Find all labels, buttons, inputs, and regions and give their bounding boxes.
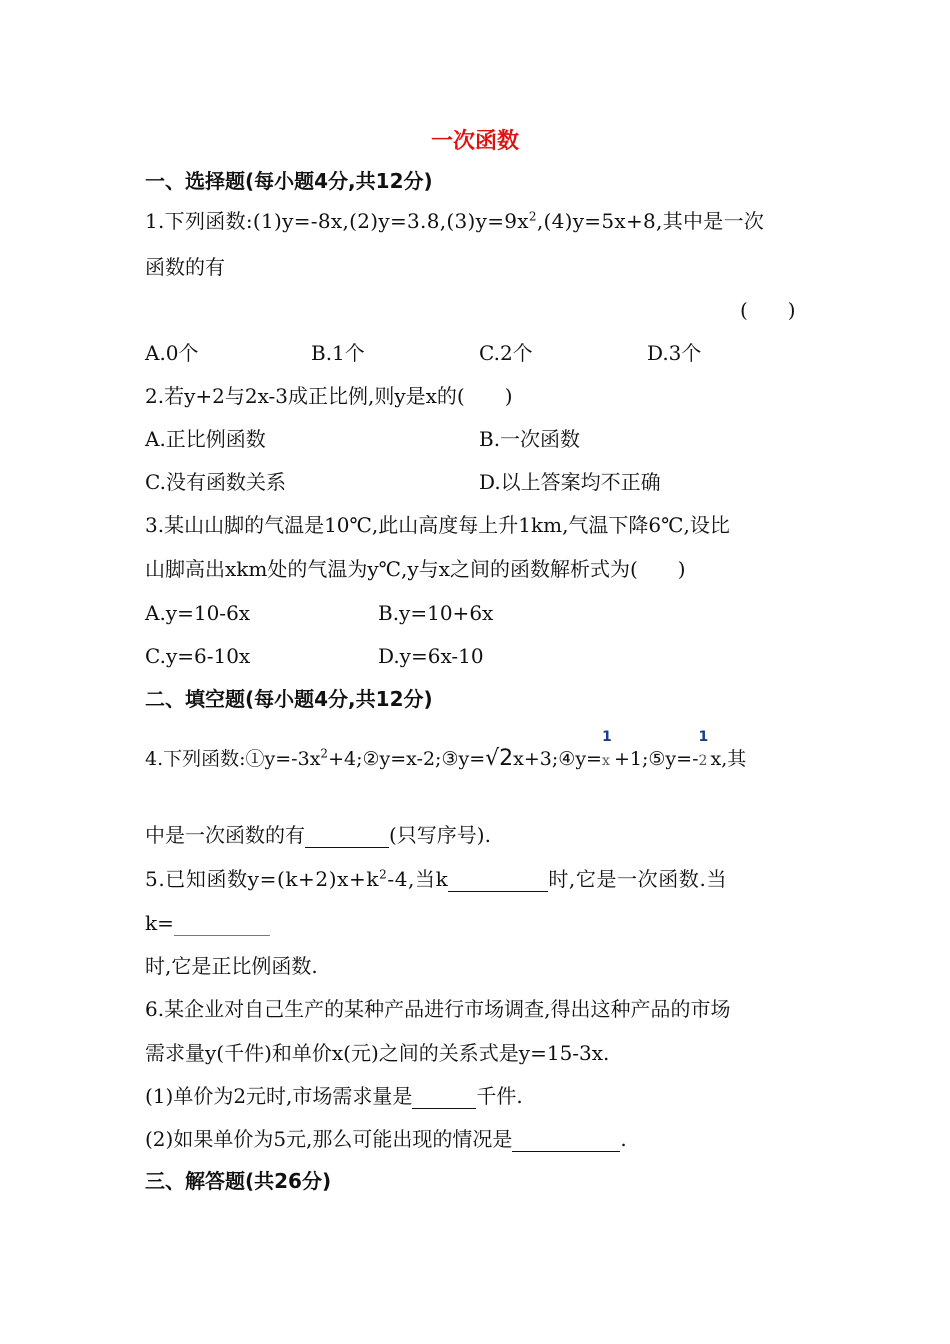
option-c[interactable]: C.2个	[479, 341, 533, 365]
question-6-sub-2: (2)如果单价为5元,那么可能出现的情况是 .	[145, 1127, 627, 1151]
option-d[interactable]: D.3个	[647, 341, 702, 365]
page-title: 一次函数	[430, 129, 519, 154]
question-1-line-2: 函数的有	[145, 255, 225, 279]
option-d[interactable]: D.以上答案均不正确	[479, 470, 661, 494]
option-d[interactable]: D.y=6x-10	[378, 644, 484, 668]
fraction-one-over-x: 1 x	[601, 729, 612, 769]
question-5-line-3: 时,它是正比例函数.	[145, 954, 318, 978]
question-5-line-2: k=	[145, 910, 270, 936]
question-5-line-1: 5.已知函数$y=(k+2)x+k^2-4$,当k 时,它是一次函数.当	[145, 867, 728, 891]
question-6-sub-1: (1)单价为2元时,市场需求量是 千件.	[145, 1084, 523, 1108]
option-a[interactable]: A.0个	[145, 341, 199, 365]
option-c[interactable]: C.没有函数关系	[145, 470, 286, 494]
sqrt-two: √2	[485, 746, 514, 771]
section-2-heading: 二、填空题(每小题4分,共12分)	[145, 687, 433, 711]
question-3-line-2: 山脚高出xkm处的气温为y℃,y与x之间的函数解析式为( )	[145, 557, 686, 581]
option-c[interactable]: C.y=6-10x	[145, 644, 251, 668]
fraction-one-half: 1 2	[698, 729, 709, 769]
answer-bracket: ( )	[740, 298, 796, 322]
question-1-line-1: 1.下列函数$:(1)y=-8x,(2)y=3.8,(3)y=9x^2,(4)y=5x+8$,其中是一次	[145, 209, 765, 233]
question-2: 2.若y+2与2x-3成正比例,则y是x的( )	[145, 384, 513, 408]
question-4-line-2: 中是一次函数的有 (只写序号).	[145, 823, 491, 847]
answer-blank-5a[interactable]	[448, 869, 548, 892]
answer-blank-4[interactable]	[305, 825, 389, 848]
question-6-line-1: 6.某企业对自己生产的某种产品进行市场调查,得出这种产品的市场	[145, 997, 731, 1021]
question-4-line-1: 4.下列函数$:①y=-3x^2+4;②y=x-2;③y=√2x+3;④y=$ 1 x +1;⑤y=- 1 2 x,其	[145, 746, 746, 774]
option-b[interactable]: B.y=10+6x	[378, 601, 494, 625]
answer-blank-6-2[interactable]	[512, 1129, 620, 1152]
section-1-heading: 一、选择题(每小题4分,共12分)	[145, 169, 433, 193]
option-b[interactable]: B.一次函数	[479, 427, 581, 451]
section-3-heading: 三、解答题(共26分)	[145, 1169, 332, 1193]
question-6-line-2: 需求量y(千件)和单价x(元)之间的关系式是y=15-3x.	[145, 1041, 610, 1065]
option-b[interactable]: B.1个	[311, 341, 365, 365]
answer-blank-5b[interactable]	[174, 913, 270, 936]
question-3-line-1: 3.某山山脚的气温是10℃,此山高度每上升1km,气温下降6℃,设比	[145, 513, 730, 537]
option-a[interactable]: A.y=10-6x	[145, 601, 251, 625]
answer-blank-6-1[interactable]	[412, 1086, 476, 1109]
option-a[interactable]: A.正比例函数	[145, 427, 266, 451]
